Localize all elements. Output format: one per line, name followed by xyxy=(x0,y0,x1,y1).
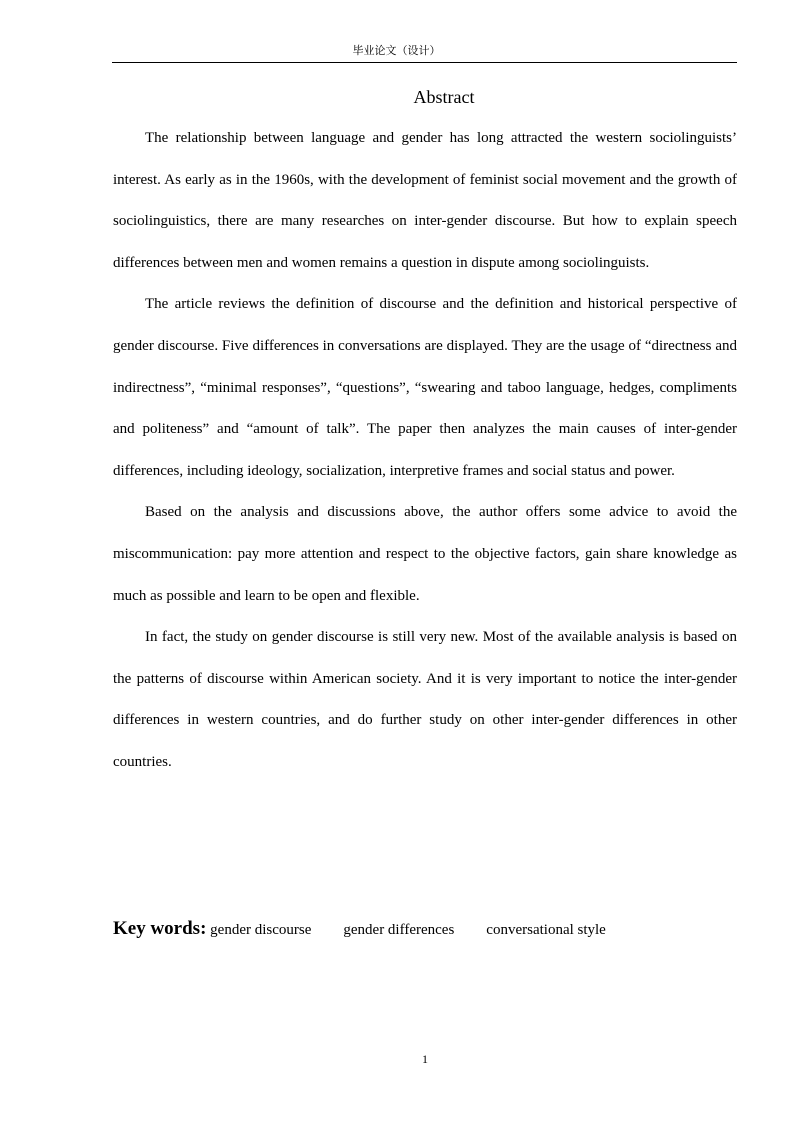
keyword-term: gender differences xyxy=(343,922,455,938)
abstract-paragraph: The article reviews the definition of discourse and the definition and historical perspective of gender discourse. Five differences in conversations are displayed. They are the usage of “directness and indirectness”, “minimal responses”, “questions”, “swearing and taboo language, hedges, compliments and politeness” and “amount of talk”. The paper then analyzes the main causes of inter-gender differences, including ideology, socialization, interpretive frames and social status and power. xyxy=(113,296,737,479)
abstract-title: Abstract xyxy=(413,87,475,107)
abstract-paragraph: Based on the analysis and discussions above, the author offers some advice to avoid the miscommunication: pay more attention and respect to the objective factors, gain share knowledge as much as possible and learn to be open and flexible. xyxy=(113,504,737,604)
abstract-paragraph: The relationship between language and gender has long attracted the western sociolinguists’ interest. As early as in the 1960s, with the development of feminist social movement and the growth of sociolinguistics, there are many researches on inter-gender discourse. But how to explain speech differences between men and women remains a question in dispute among sociolinguists. xyxy=(113,130,737,271)
header-divider xyxy=(112,62,737,63)
abstract-paragraph: In fact, the study on gender discourse is still very new. Most of the available analysis is based on the patterns of discourse within American society. And it is very important to notice the inter-gender differences in western countries, and do further study on other inter-gender differences in other countries. xyxy=(113,629,737,770)
keywords-label: Key words: xyxy=(113,918,207,939)
keywords-line xyxy=(113,917,737,942)
page-number: 1 xyxy=(422,1052,428,1066)
abstract-body xyxy=(113,118,737,784)
keyword-term: gender discourse xyxy=(210,922,312,938)
keyword-term: conversational style xyxy=(486,922,606,938)
running-header: 毕业论文（设计） xyxy=(352,44,441,57)
